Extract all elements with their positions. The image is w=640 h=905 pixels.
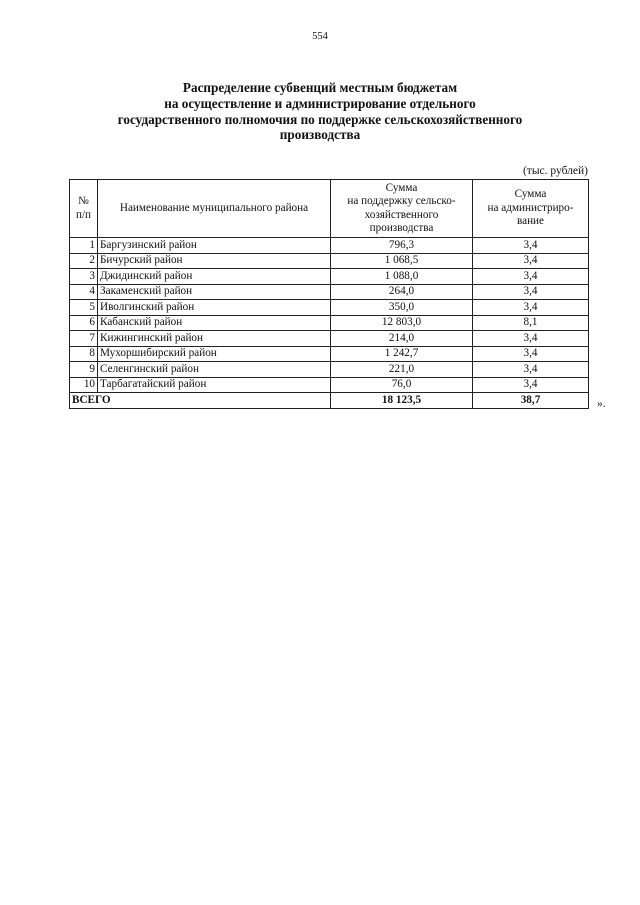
- row-admin-sum: 3,4: [473, 269, 589, 285]
- table-row: [70, 346, 589, 362]
- table-row: [70, 300, 589, 316]
- row-district-name: Иволгинский район: [98, 300, 331, 316]
- header-district-name: Наименование муниципального района: [98, 180, 331, 238]
- total-support-sum: 18 123,5: [331, 393, 473, 409]
- total-admin-sum: 38,7: [473, 393, 589, 409]
- row-district-name: Кижингинский район: [98, 331, 331, 347]
- title-line: на осуществление и администрирование отдельного: [164, 95, 476, 111]
- row-district-name: Кабанский район: [98, 315, 331, 331]
- row-number: 4: [70, 284, 98, 300]
- row-admin-sum: 8,1: [473, 315, 589, 331]
- row-district-name: Джидинский район: [98, 269, 331, 285]
- row-support-sum: 1 068,5: [331, 253, 473, 269]
- table-row: [70, 269, 589, 285]
- header-number: № п/п: [70, 180, 98, 238]
- units-note: (тыс. рублей): [522, 165, 588, 177]
- row-district-name: Бичурский район: [98, 253, 331, 269]
- row-number: 2: [70, 253, 98, 269]
- table-row: [70, 331, 589, 347]
- table-row: [70, 377, 589, 393]
- title-line: Распределение субвенций местным бюджетам: [182, 80, 458, 95]
- row-admin-sum: 3,4: [473, 331, 589, 347]
- table-row: [70, 238, 589, 254]
- row-admin-sum: 3,4: [473, 253, 589, 269]
- row-support-sum: 12 803,0: [331, 315, 473, 331]
- row-number: 5: [70, 300, 98, 316]
- row-support-sum: 1 242,7: [331, 346, 473, 362]
- row-number: 9: [70, 362, 98, 378]
- row-support-sum: 264,0: [331, 284, 473, 300]
- row-district-name: Закаменский район: [98, 284, 331, 300]
- closing-quote: ».: [597, 398, 606, 410]
- table-row: [70, 362, 589, 378]
- title-line: производства: [279, 127, 361, 143]
- row-admin-sum: 3,4: [473, 284, 589, 300]
- page-number: 554: [312, 31, 328, 42]
- row-support-sum: 221,0: [331, 362, 473, 378]
- header-support-sum: Сумма на поддержку сельско- хозяйственного производства: [331, 180, 473, 238]
- title-line: государственного полномочия по поддержке сельскохозяйственного: [117, 111, 523, 127]
- row-number: 8: [70, 346, 98, 362]
- row-admin-sum: 3,4: [473, 362, 589, 378]
- row-number: 3: [70, 269, 98, 285]
- document-title: [60, 80, 580, 143]
- row-district-name: Баргузинский район: [98, 238, 331, 254]
- row-support-sum: 796,3: [331, 238, 473, 254]
- row-support-sum: 350,0: [331, 300, 473, 316]
- header-admin-sum: Сумма на администриро- вание: [473, 180, 589, 238]
- row-admin-sum: 3,4: [473, 300, 589, 316]
- row-number: 10: [70, 377, 98, 393]
- row-number: 6: [70, 315, 98, 331]
- table-total-row: [70, 393, 589, 409]
- table-row: [70, 284, 589, 300]
- row-admin-sum: 3,4: [473, 377, 589, 393]
- table-row: [70, 315, 589, 331]
- table-row: [70, 253, 589, 269]
- row-number: 1: [70, 238, 98, 254]
- row-number: 7: [70, 331, 98, 347]
- row-support-sum: 1 088,0: [331, 269, 473, 285]
- row-admin-sum: 3,4: [473, 238, 589, 254]
- table-header-row: [70, 180, 589, 238]
- row-district-name: Тарбагатайский район: [98, 377, 331, 393]
- row-admin-sum: 3,4: [473, 346, 589, 362]
- row-support-sum: 76,0: [331, 377, 473, 393]
- total-label: ВСЕГО: [70, 393, 331, 409]
- subvention-table: [69, 179, 589, 409]
- row-support-sum: 214,0: [331, 331, 473, 347]
- row-district-name: Мухоршибирский район: [98, 346, 331, 362]
- row-district-name: Селенгинский район: [98, 362, 331, 378]
